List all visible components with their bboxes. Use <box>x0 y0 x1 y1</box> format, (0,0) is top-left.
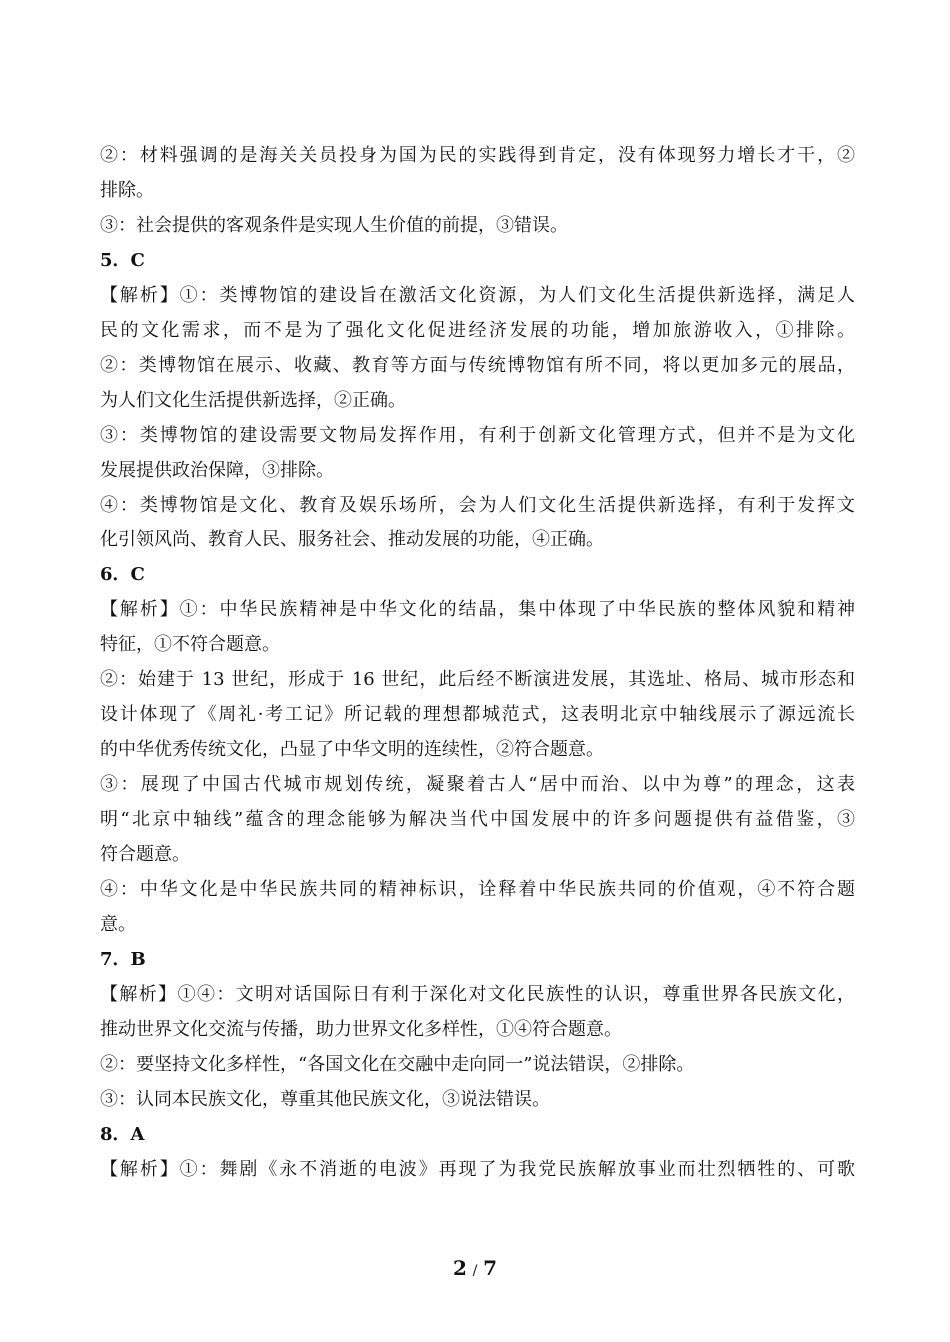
text-line: 设计体现了《周礼·考工记》所记载的理想都城范式，这表明北京中轴线展示了源远流长 <box>100 704 855 726</box>
text-line: ②：要坚持文化多样性，“各国文化在交融中走向同一”说法错误，②排除。 <box>100 1053 695 1075</box>
page-number-separator: / <box>472 1263 478 1279</box>
text-line: ③：认同本民族文化，尊重其他民族文化，③说法错误。 <box>100 1088 550 1110</box>
question-answer-heading: 5．C <box>100 249 145 271</box>
text-line: 为人们文化生活提供新选择，②正确。 <box>100 389 406 411</box>
text-line: 化引领风尚、教育人民、服务社会、推动发展的功能，④正确。 <box>100 529 604 551</box>
text-line: 排除。 <box>100 179 154 201</box>
text-line: ④：类博物馆是文化、教育及娱乐场所，会为人们文化生活提供新选择，有利于发挥文 <box>100 494 855 516</box>
page-number-total: 7 <box>483 1256 498 1280</box>
text-line: ②：始建于 13 世纪，形成于 16 世纪，此后经不断演进发展，其选址、格局、城市形态和 <box>100 669 855 691</box>
text-line: ②：材料强调的是海关关员投身为国为民的实践得到肯定，没有体现努力增长才干，② <box>100 145 855 166</box>
page-footer <box>0 1256 950 1283</box>
text-line: 【解析】①④：文明对话国际日有利于深化对文化民族性的认识，尊重世界各民族文化， <box>100 983 855 1005</box>
question-answer-heading: 7．B <box>100 948 146 970</box>
text-line: 发展提供政治保障，③排除。 <box>100 459 334 481</box>
question-answer-heading: 8．A <box>100 1123 145 1145</box>
text-line: ③：社会提供的客观条件是实现人生价值的前提，③错误。 <box>100 214 568 236</box>
text-line: 特征，①不符合题意。 <box>100 634 280 656</box>
text-line: 民的文化需求，而不是为了强化文化促进经济发展的功能，增加旅游收入，①排除。 <box>100 319 855 341</box>
text-line: ③：展现了中国古代城市规划传统，凝聚着古人“居中而治、以中为尊”的理念，这表 <box>100 774 855 796</box>
question-answer-heading: 6．C <box>100 564 145 586</box>
text-line: ③：类博物馆的建设需要文物局发挥作用，有利于创新文化管理方式，但并不是为文化 <box>100 424 855 446</box>
text-line: 【解析】①：类博物馆的建设旨在激活文化资源，为人们文化生活提供新选择，满足人 <box>100 284 855 306</box>
text-line: 意。 <box>100 913 136 935</box>
text-line: 推动世界文化交流与传播，助力世界文化多样性，①④符合题意。 <box>100 1018 622 1040</box>
text-line: ④：中华文化是中华民族共同的精神标识，诠释着中华民族共同的价值观，④不符合题 <box>100 878 855 900</box>
text-line: 【解析】①：中华民族精神是中华文化的结晶，集中体现了中华民族的整体风貌和精神 <box>100 599 855 621</box>
text-line: ②：类博物馆在展示、收藏、教育等方面与传统博物馆有所不同，将以更加多元的展品， <box>100 354 855 376</box>
text-line: 的中华优秀传统文化，凸显了中华文明的连续性，②符合题意。 <box>100 739 604 761</box>
page-number-current: 2 <box>452 1256 467 1280</box>
text-line: 【解析】①：舞剧《永不消逝的电波》再现了为我党民族解放事业而壮烈牺牲的、可歌 <box>100 1158 855 1180</box>
text-line: 符合题意。 <box>100 844 190 865</box>
text-line: 明“北京中轴线”蕴含的理念能够为解决当代中国发展中的许多问题提供有益借鉴，③ <box>100 809 855 831</box>
